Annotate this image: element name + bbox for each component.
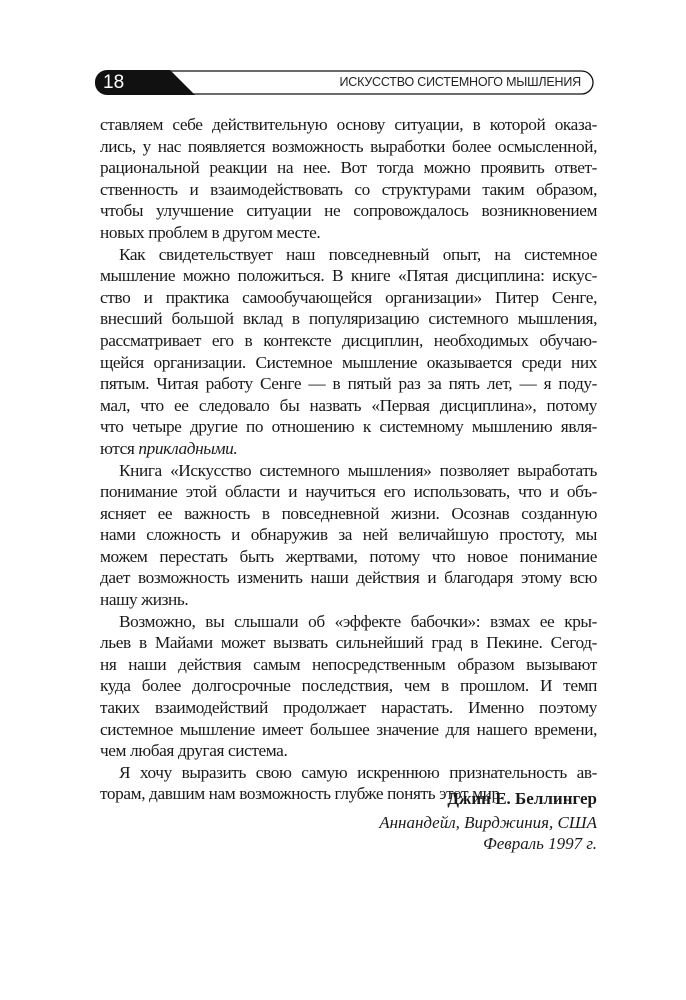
paragraph [100, 114, 597, 244]
text-line: Как свидетельствует наш повседневный опыт, на системное [119, 244, 597, 264]
paragraph [100, 611, 597, 762]
text-line-row [100, 438, 597, 460]
text-line: что четыре другие по отношению к системному мышлению явля- [100, 417, 597, 437]
text-line: рациональной реакции на нее. Вот тогда можно проявить ответ- [100, 158, 597, 178]
paragraph [100, 244, 597, 460]
text-line: ня наши действия самым непосредственным образом вызывают [100, 654, 597, 674]
text-line: мал, что ее следовало бы назвать «Первая дисциплина», потому [100, 395, 597, 415]
text-line: внесший большой вклад в популяризацию системного мышления, [100, 309, 597, 329]
text-line: ство и практика самообучающейся организации» Питер Сенге, [100, 287, 597, 307]
text-line: ставляем себе действительную основу ситуации, в которой оказа- [100, 115, 597, 134]
text-line: куда более долгосрочные последствия, чем в прошлом. И темп [100, 676, 597, 696]
text-line: торам, давшим нам возможность глубже понять этот мир. [100, 784, 504, 804]
text-line: рассматривает его в контексте дисциплин, необходимых обучаю- [100, 330, 597, 350]
text-line: новых проблем в другом месте. [100, 222, 321, 242]
running-title: ИСКУССТВО СИСТЕМНОГО МЫШЛЕНИЯ [339, 75, 581, 89]
signature-block [379, 788, 597, 854]
text-line: дает возможность изменить наши действия и благодаря этому всю [100, 568, 597, 588]
text-line: лись, у нас появляется возможность выработки более осмысленной, [100, 136, 597, 156]
text-line: мышление можно положиться. В книге «Пятая дисциплина: искус- [100, 266, 597, 286]
text-line: системное мышление имеет большее значение для нашего времени, [100, 719, 597, 739]
text-line: пятым. Читая работу Сенге — в пятый раз за пять лет, — я поду- [100, 374, 597, 394]
signature-date: Февраль 1997 г. [483, 834, 597, 853]
paragraph [100, 460, 597, 611]
text-line: ясняет ее важность в повседневной жизни. Осознав созданную [100, 503, 597, 523]
text-line: понимание этой области и научиться его использовать, что и объ- [100, 482, 597, 502]
text-line: нашу жизнь. [100, 590, 189, 610]
text-line: можем перестать быть жертвами, потому что новое понимание [100, 546, 597, 566]
text-line: Возможно, вы слышали об «эффекте бабочки»: взмах ее кры- [119, 611, 597, 631]
text-line: Книга «Искусство системного мышления» позволяет выработать [119, 460, 597, 480]
text-line: ственность и взаимодействовать со структурами таким образом, [100, 179, 597, 199]
author-name: Джин Е. Беллингер [447, 789, 597, 808]
text-line: Я хочу выразить свою самую искреннюю признательность ав- [119, 762, 597, 782]
italic-emphasis: прикладными. [138, 438, 238, 458]
text-line: щейся организации. Системное мышление оказывается среди них [100, 352, 597, 372]
text-line: чем любая другая система. [100, 741, 288, 761]
text-fragment: ются [100, 438, 139, 458]
page-number: 18 [103, 72, 125, 93]
body-text [100, 114, 597, 805]
text-line: таких взаимодействий продолжает нарастать. Именно поэтому [100, 698, 597, 718]
text-line: нами сложность и обнаружив за ней величайшую простоту, мы [100, 525, 597, 545]
author-place: Аннандейл, Вирджиния, США [379, 813, 597, 832]
text-line: чтобы улучшение ситуации не сопровождалось возникновением [100, 201, 597, 221]
running-header [95, 70, 595, 95]
text-line: льев в Майами может вызвать сильнейший град в Пекине. Сегод- [100, 633, 597, 653]
